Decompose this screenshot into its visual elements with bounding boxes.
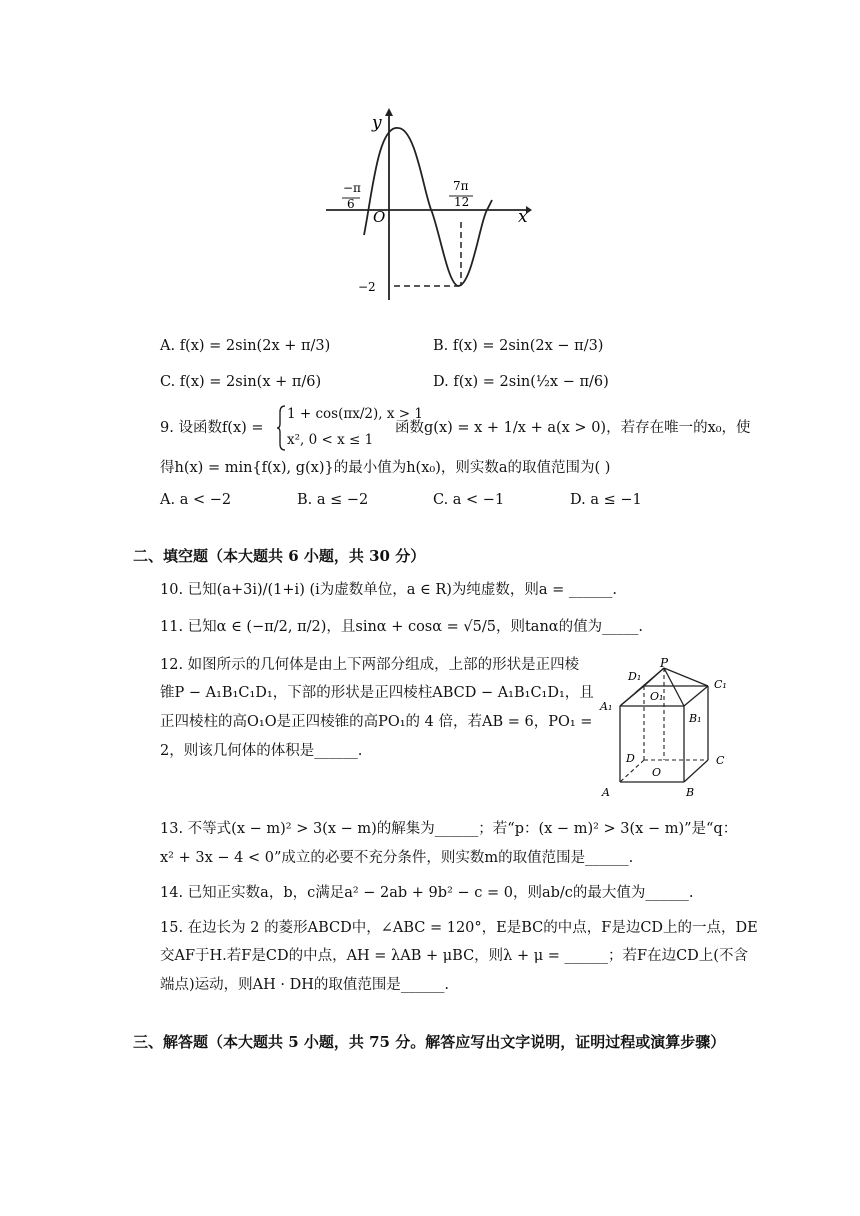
right-tick-denominator: 12: [454, 195, 470, 209]
q15-line-3: 端点)运动，则AH · DH的取值范围是______.: [160, 977, 449, 993]
label-a1: A₁: [600, 700, 613, 713]
left-tick-denominator: 6: [347, 197, 355, 211]
label-d: D: [626, 752, 635, 765]
q9-option-d: D. a ≤ −1: [570, 492, 642, 508]
right-tick-numerator: 7π: [453, 179, 469, 193]
q12-line-4: 2，则该几何体的体积是______.: [160, 743, 363, 759]
q12-line-2: 锥P − A₁B₁C₁D₁，下部的形状是正四棱柱ABCD − A₁B₁C₁D₁，且: [160, 685, 594, 701]
q13-line-2: x² + 3x − 4 < 0”成立的必要不充分条件，则实数m的取值范围是______.: [160, 850, 634, 866]
q9-line-2: 得h(x) = min{f(x), g(x)}的最小值为h(x₀)，则实数a的取值范围为( ): [160, 460, 611, 476]
q14: 14. 已知正实数a，b，c满足a² − 2ab + 9b² − c = 0，则ab/c的最大值为______.: [160, 885, 694, 901]
q9-prefix: 9. 设函数f(x) =: [160, 420, 264, 436]
solid-figure-12: [596, 658, 740, 800]
section-2-title: 二、填空题（本大题共 6 小题，共 30 分）: [133, 547, 426, 565]
label-o: O: [652, 766, 662, 779]
q8-option-a: A. f(x) = 2sin(2x + π/3): [160, 338, 331, 354]
label-c1: C₁: [714, 678, 727, 691]
q15-line-2: 交AF于H.若F是CD的中点，AH = λAB + μBC，则λ + μ = ______；若F在边CD上(不含: [160, 948, 748, 964]
piecewise-brace: [276, 404, 286, 452]
q9-case-2: x², 0 < x ≤ 1: [287, 432, 374, 448]
q11: 11. 已知α ∈ (−π/2, π/2)，且sinα + cosα = √5/5，则tanα的值为_____.: [160, 619, 643, 635]
q15-line-1: 15. 在边长为 2 的菱形ABCD中，∠ABC = 120°，E是BC的中点，F是边CD上的一点，DE: [160, 920, 758, 936]
q9-suffix: 函数g(x) = x + 1/x + a(x > 0)，若存在唯一的x₀，使: [395, 420, 751, 436]
label-p: P: [660, 658, 669, 670]
q8-option-c: C. f(x) = 2sin(x + π/6): [160, 374, 322, 390]
label-c: C: [716, 754, 725, 767]
q9-option-b: B. a ≤ −2: [297, 492, 369, 508]
x-axis-label: x: [518, 207, 528, 227]
q9-option-a: A. a < −2: [160, 492, 232, 508]
sine-graph-figure: [320, 100, 540, 305]
label-a: A: [602, 786, 610, 799]
q8-option-b: B. f(x) = 2sin(2x − π/3): [433, 338, 604, 354]
q9-option-c: C. a < −1: [433, 492, 505, 508]
min-label: −2: [358, 280, 376, 294]
section-3-title: 三、解答题（本大题共 5 小题，共 75 分。解答应写出文字说明，证明过程或演算步骤）: [133, 1033, 726, 1051]
q12-line-3: 正四棱柱的高O₁O是正四棱锥的高PO₁的 4 倍，若AB = 6，PO₁ =: [160, 714, 593, 730]
label-d1: D₁: [628, 670, 642, 683]
y-axis-label: y: [372, 113, 382, 133]
label-b1: B₁: [689, 712, 702, 725]
q9-case-1: 1 + cos(πx/2), x > 1: [287, 406, 423, 422]
origin-label: O: [373, 208, 386, 226]
label-b: B: [686, 786, 695, 799]
label-o1: O₁: [650, 690, 664, 703]
q10: 10. 已知(a+3i)/(1+i) (i为虚数单位，a ∈ R)为纯虚数，则a = ______.: [160, 582, 618, 598]
q12-line-1: 12. 如图所示的几何体是由上下两部分组成，上部的形状是正四棱: [160, 657, 580, 673]
q13-line-1: 13. 不等式(x − m)² > 3(x − m)的解集为______；若“p：(x − m)² > 3(x − m)”是“q：: [160, 821, 738, 837]
left-tick-numerator: −π: [343, 181, 361, 195]
q8-option-d: D. f(x) = 2sin(½x − π/6): [433, 374, 609, 390]
